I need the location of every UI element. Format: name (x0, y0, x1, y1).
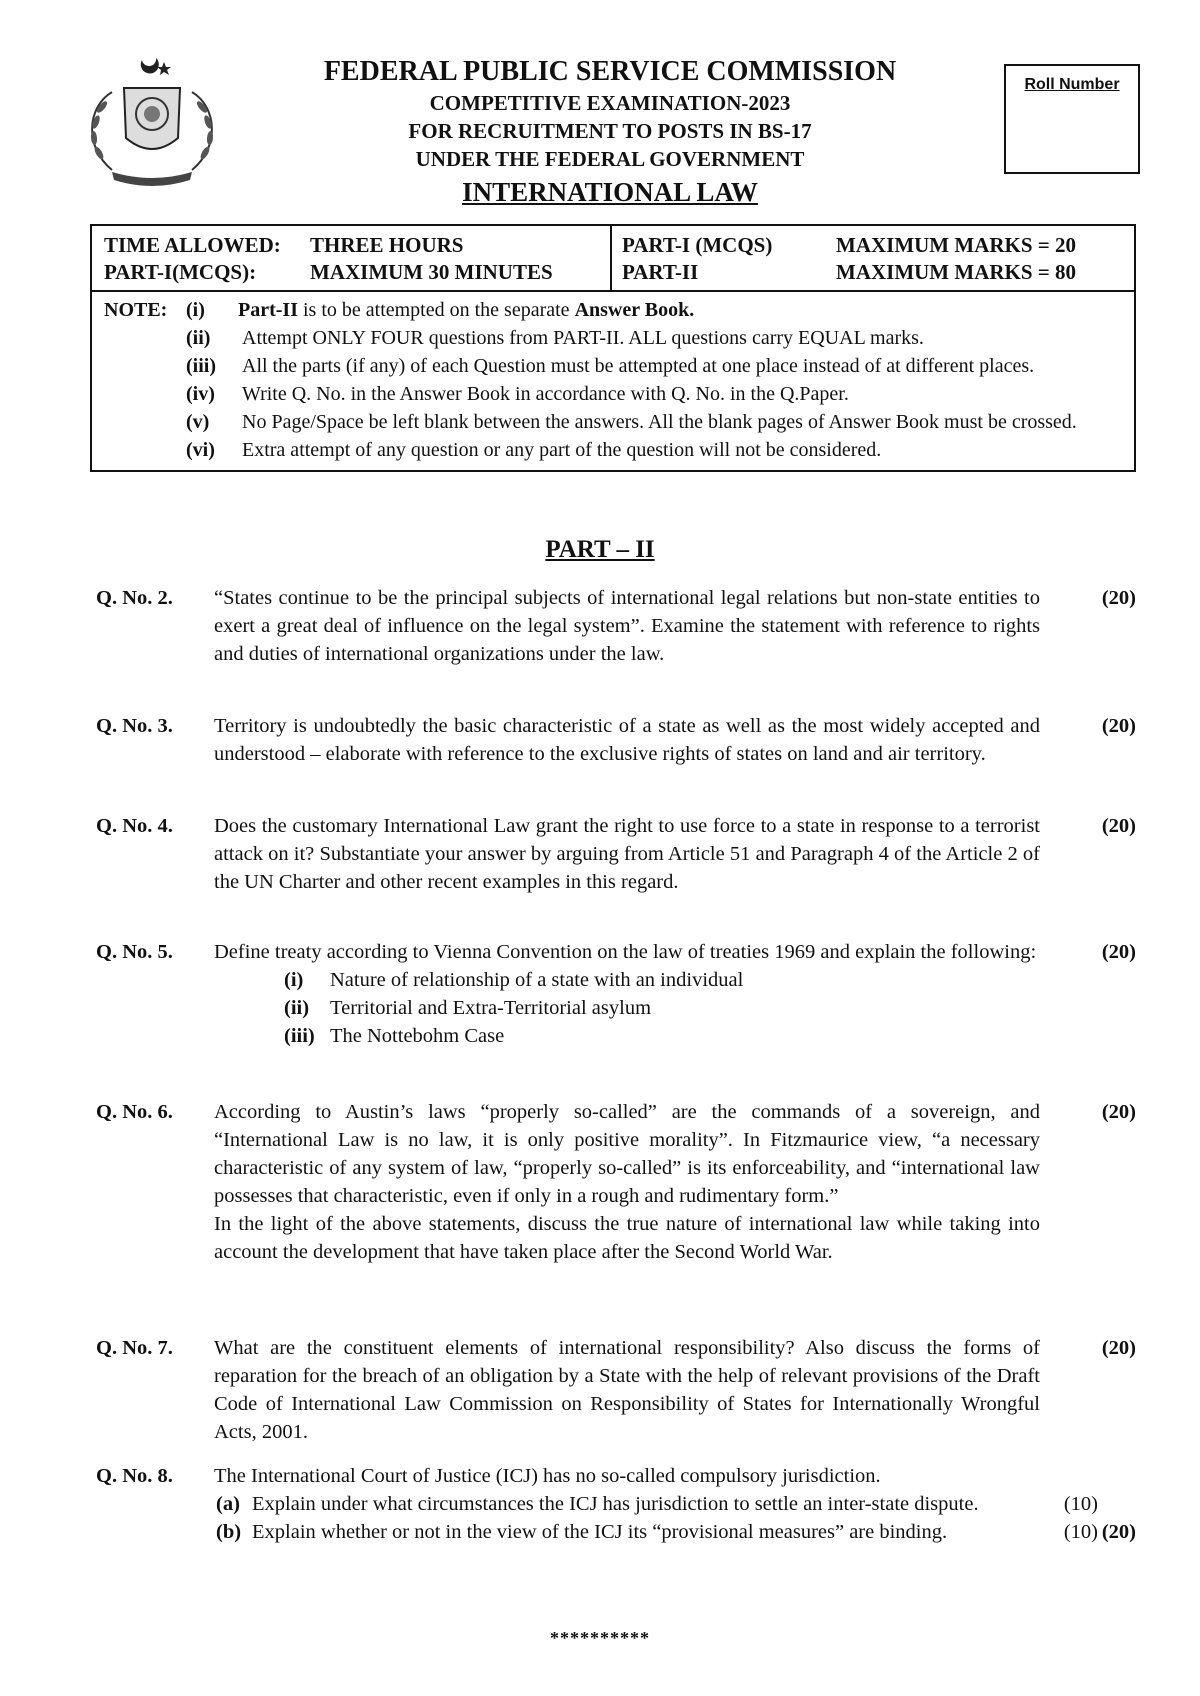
roll-number-label: Roll Number (1024, 76, 1120, 93)
mcq-time-value: MAXIMUM 30 MINUTES (310, 260, 553, 284)
part-text: Explain whether or not in the view of the ICJ its “provisional measures” are binding. (252, 1521, 948, 1543)
question-marks: (20) (1101, 815, 1136, 837)
question-4 (96, 812, 1136, 896)
note-bold-text: Part-II (238, 299, 298, 321)
note-item (104, 408, 1122, 436)
question-7 (96, 1334, 1136, 1446)
sub-item (214, 994, 1040, 1022)
sub-item-text: Nature of relationship of a state with an individual (330, 969, 744, 991)
question-text: Define treaty according to Vienna Convention on the law of treaties 1969 and explain the following: (214, 941, 1037, 963)
question-text: The International Court of Justice (ICJ) has no so-called compulsory jurisdiction. (214, 1465, 881, 1487)
question-marks: (20) (1101, 941, 1136, 963)
part-title: PART – II (545, 536, 655, 563)
sub-item (214, 1022, 1040, 1050)
question-text: Does the customary International Law grant the right to use force to a state in response to a terrorist attack on it? Substantiate your answer by arguing from Article 51 and Paragraph 4 of the Article 2 of the UN Charter and other recent examples in this regard. (214, 815, 1040, 893)
part-marks: (10) (1063, 1521, 1098, 1543)
sub-item-text: The Nottebohm Case (330, 1025, 505, 1047)
commission-title: FEDERAL PUBLIC SERVICE COMMISSION (323, 56, 897, 87)
note-number: (vi) (186, 439, 215, 461)
question-text-continued: In the light of the above statements, discuss the true nature of international law while taking into account the development that have taken place after the Second World War. (214, 1213, 1040, 1263)
sub-item-number: (ii) (284, 997, 310, 1019)
note-number: (v) (186, 411, 210, 433)
part-label: (a) (216, 1493, 240, 1515)
government-line: UNDER THE FEDERAL GOVERNMENT (415, 147, 805, 171)
question-part-b (214, 1518, 1136, 1546)
note-item (104, 296, 1122, 324)
question-marks: (20) (1101, 1337, 1136, 1359)
question-text: Territory is undoubtedly the basic characteristic of a state as well as the most widely accepted and understood – elaborate with reference to the exclusive rights of states on land and air territory. (214, 715, 1040, 765)
time-allowed-value: THREE HOURS (310, 233, 464, 257)
note-text: No Page/Space be left blank between the answers. All the blank pages of Answer Book must be crossed. (242, 411, 1077, 433)
question-6 (96, 1098, 1136, 1266)
question-8 (96, 1462, 1136, 1546)
note-number: (i) (186, 299, 205, 321)
roll-number-box (1004, 64, 1140, 174)
note-text: is to be attempted on the separate (297, 299, 575, 321)
question-text: According to Austin’s laws “properly so-called” are the commands of a sovereign, and “International Law is no law, it is only positive morality”. In Fitzmaurice view, “a necessary characteristic of any system of law, “properly so-called” is its enforceability, and “international law possesses that characteristic, even if only in a rough and rudimentary form.” (214, 1101, 1040, 1207)
end-of-paper-marker: ********** (550, 1628, 650, 1648)
time-marks-row (92, 226, 1134, 292)
note-number: (ii) (186, 327, 211, 349)
question-number: Q. No. 3. (96, 715, 173, 737)
part-text: Explain under what circumstances the ICJ has jurisdiction to settle an inter-state dispute. (252, 1493, 979, 1515)
note-item (104, 436, 1122, 464)
question-2 (96, 584, 1136, 668)
question-number: Q. No. 6. (96, 1101, 173, 1123)
sub-item-text: Territorial and Extra-Territorial asylum (330, 997, 652, 1019)
note-number: (iii) (186, 355, 216, 377)
mcq-time-label: PART-I(MCQS): (104, 260, 257, 284)
note-label: NOTE: (104, 299, 168, 321)
question-number: Q. No. 7. (96, 1337, 173, 1359)
question-number: Q. No. 5. (96, 941, 173, 963)
question-marks: (20) (1101, 715, 1136, 737)
note-text: All the parts (if any) of each Question must be attempted at one place instead of at different places. (242, 355, 1035, 377)
notes-list (92, 292, 1134, 470)
exam-title: COMPETITIVE EXAMINATION-2023 (429, 91, 791, 115)
recruitment-line: FOR RECRUITMENT TO POSTS IN BS-17 (408, 119, 812, 143)
question-text: “States continue to be the principal subjects of international legal relations but non-state entities to exert a great deal of influence on the legal system”. Examine the statement with reference to rights and duties of international organizations under the law. (214, 587, 1040, 665)
part-marks: (10) (1063, 1493, 1098, 1515)
question-text: What are the constituent elements of international responsibility? Also discuss the forms of reparation for the breach of an obligation by a State with the help of relevant provisions of the Draft Code of International Law Commission on Responsibility of States for Internationally Wrongful Acts, 2001. (214, 1337, 1040, 1443)
fpsc-emblem (72, 52, 232, 192)
part1-label: PART-I (MCQS) (622, 233, 773, 257)
instructions-box (90, 224, 1136, 472)
time-allowed-cell (92, 226, 612, 290)
note-item (104, 380, 1122, 408)
question-number: Q. No. 2. (96, 587, 173, 609)
question-number: Q. No. 4. (96, 815, 173, 837)
part2-marks: MAXIMUM MARKS = 80 (836, 260, 1077, 284)
note-number: (iv) (186, 383, 215, 405)
note-text: Write Q. No. in the Answer Book in accordance with Q. No. in the Q.Paper. (242, 383, 849, 405)
part-label: (b) (216, 1521, 242, 1543)
maximum-marks-cell (612, 226, 1134, 290)
note-text: Extra attempt of any question or any part of the question will not be considered. (242, 439, 882, 461)
part1-marks: MAXIMUM MARKS = 20 (836, 233, 1077, 257)
note-item (104, 324, 1122, 352)
note-bold-text: Answer Book. (574, 299, 695, 321)
note-item (104, 352, 1122, 380)
question-marks: (20) (1101, 587, 1136, 609)
subject-title: INTERNATIONAL LAW (462, 177, 758, 207)
time-allowed-label: TIME ALLOWED: (104, 233, 281, 257)
question-3 (96, 712, 1136, 768)
note-text: Attempt ONLY FOUR questions from PART-II. ALL questions carry EQUAL marks. (242, 327, 924, 349)
question-5 (96, 938, 1136, 1050)
question-marks: (20) (1101, 1101, 1136, 1123)
sub-item (214, 966, 1040, 994)
sub-item-number: (i) (284, 969, 304, 991)
question-marks: (20) (1101, 1521, 1136, 1543)
question-number: Q. No. 8. (96, 1465, 173, 1487)
part2-label: PART-II (622, 260, 699, 284)
question-part-a (214, 1490, 1136, 1518)
sub-item-number: (iii) (284, 1025, 315, 1047)
